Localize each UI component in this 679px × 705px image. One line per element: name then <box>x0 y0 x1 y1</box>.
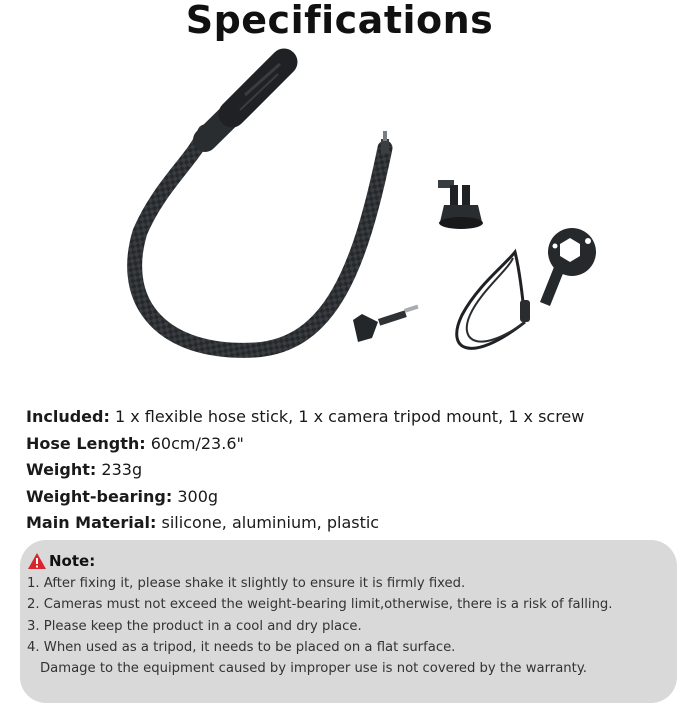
spec-label: Weight-bearing: <box>26 486 173 506</box>
product-photo <box>0 48 679 393</box>
spec-main-material <box>26 510 584 537</box>
spec-label: Weight: <box>26 460 97 479</box>
note-item: 2. Cameras must not exceed the weight-bearing limit,otherwise, there is a risk of falling. <box>27 597 613 613</box>
flexible-hose-stick <box>135 62 389 350</box>
spec-value: 1 x flexible hose stick, 1 x camera tripod mount, 1 x screw <box>109 407 585 426</box>
page-title: Specifications <box>185 0 494 42</box>
note-title: Note: <box>49 552 96 570</box>
note-item: 1. After fixing it, please shake it slightly to ensure it is firmly fixed. <box>27 576 466 591</box>
spec-value: 60cm/23.6" <box>145 433 244 453</box>
spec-weight <box>26 457 584 484</box>
spec-label: Included: <box>26 407 110 426</box>
spec-value: silicone, aluminium, plastic <box>156 513 380 532</box>
warning-icon <box>27 552 47 570</box>
spec-included <box>26 404 584 431</box>
spec-weight-bearing <box>26 484 584 511</box>
spec-value: 233g <box>96 460 143 479</box>
spec-hose-length <box>26 431 584 458</box>
note-list <box>27 573 613 679</box>
camera-tripod-mount <box>438 180 483 229</box>
note-item: 3. Please keep the product in a cool and dry place. <box>27 618 362 634</box>
specifications-list <box>26 404 584 537</box>
spec-label: Hose Length: <box>26 433 146 453</box>
note-item: Damage to the equipment caused by improper use is not covered by the warranty. <box>40 661 587 677</box>
note-header <box>27 552 95 570</box>
screw <box>353 305 419 342</box>
note-panel <box>20 540 677 703</box>
spec-label: Main Material: <box>26 513 157 532</box>
spec-value: 300g <box>172 486 219 506</box>
note-item: 4. When used as a tripod, it needs to be placed on a flat surface. <box>27 639 456 655</box>
wrench-with-lanyard <box>457 228 596 348</box>
